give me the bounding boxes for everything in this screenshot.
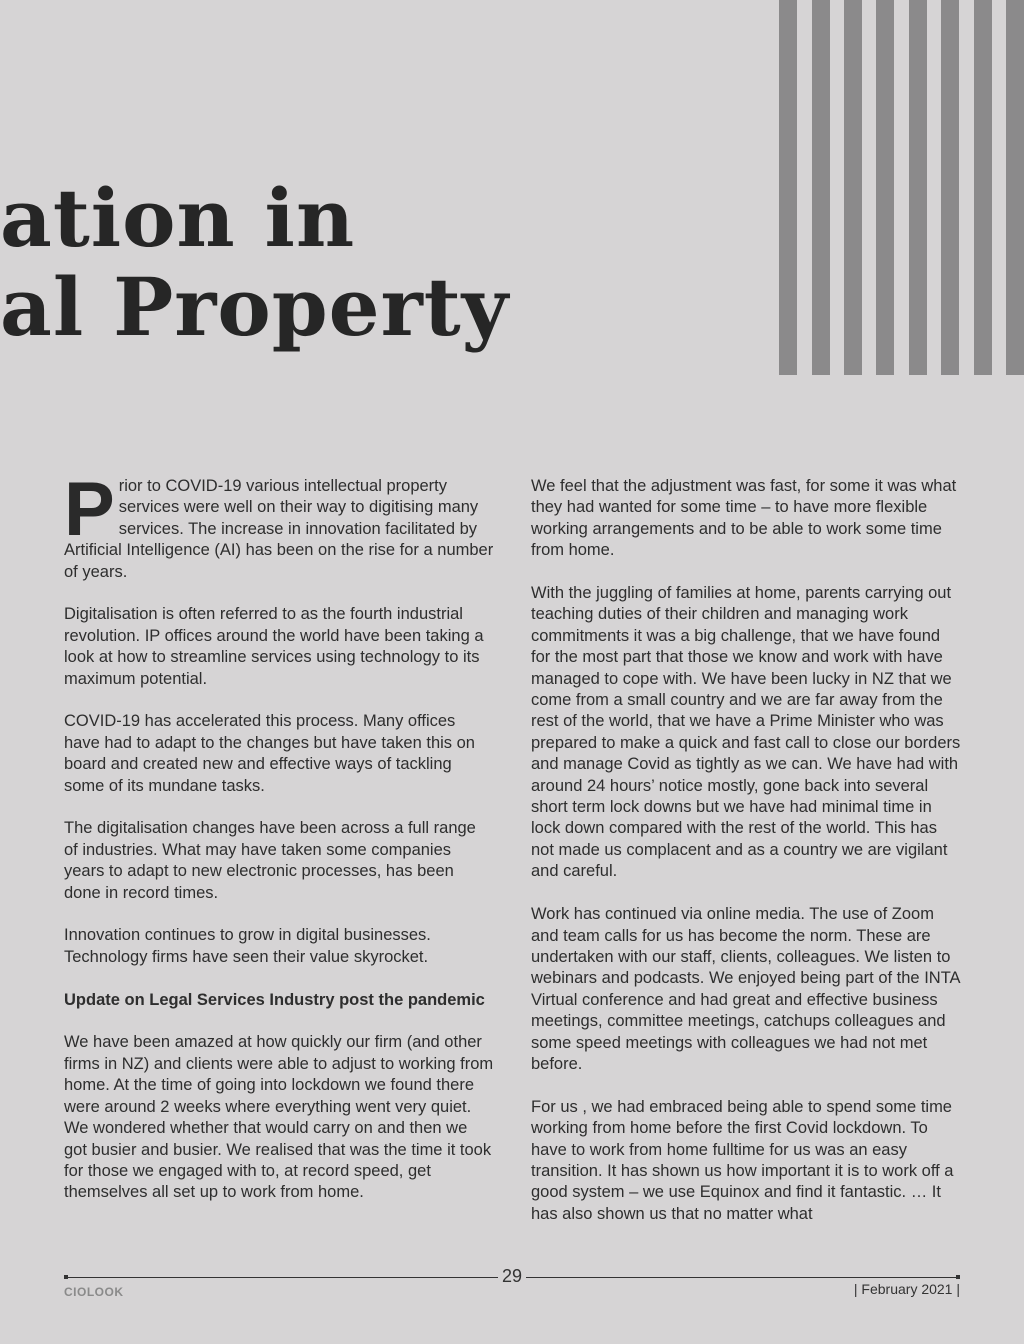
paragraph: For us , we had embraced being able to spend some time working from home before the first Covid lockdown. To have to work from home fulltime for us was an easy transition. It has shown us how important it is to work off a good system – we use Equinox and find it fantastic. … It has also shown us that no matter what (531, 1097, 954, 1223)
page-number: 29 (501, 1266, 523, 1286)
paragraph: Innovation continues to grow in digital businesses. Technology firms have seen their value skyrocket. (64, 926, 431, 966)
footer-rule-end (956, 1275, 960, 1279)
stripe (812, 0, 830, 375)
paragraph: COVID-19 has accelerated this process. Many offices have had to adapt to the changes but have taken this on board and created new and effective ways of tackling some of its mundane tasks. (64, 712, 475, 795)
paragraph-text: rior to COVID-19 various intellectual property services were well on their way to digitising many services. The increase in innovation facilitated by Artificial Intelligence (AI) has been on the rise for a number of years. (64, 477, 494, 581)
paragraph: With the juggling of families at home, parents carrying out teaching duties of their children and managing work commitments it was a big challenge, that we have found for the most part that those we know and work with have managed to cope with. We have been lucky in NZ that we come from a small country and we are far away from the rest of the world, that we have a Prime Minister who was prepared to make a quick and fast call to close our borders and manage Covid as tightly as we can. We have had with around 24 hours’ notice mostly, gone back into several short term lock downs but we have had minimal time in lock down compared with the rest of the world. This has not made us complacent and as a country we are vigilant and careful. (531, 584, 961, 881)
decorative-stripes (779, 0, 1024, 375)
stripe (779, 0, 797, 375)
stripe (876, 0, 894, 375)
left-column (64, 467, 494, 1225)
section-subheading: Update on Legal Services Industry post the pandemic (64, 990, 485, 1009)
stripe (1006, 0, 1024, 375)
article-title-line-2: al Property (0, 260, 510, 354)
paragraph: We feel that the adjustment was fast, for some it was what they had wanted for some time – to have more flexible working arrangements and to be able to work some time from home. (531, 477, 957, 560)
stripe (974, 0, 992, 375)
paragraph: We have been amazed at how quickly our firm (and other firms in NZ) and clients were able to adjust to working from home. At the time of going into lockdown we found there were around 2 weeks where everything went very quiet. We wondered whether that would carry on and then we got busier and busier. We realised that was the time it took for those we engaged with to, at record speed, get themselves all set up to work from home. (64, 1033, 494, 1202)
stripe (941, 0, 959, 375)
article-title-line-1: ation in (0, 171, 356, 265)
stripe (844, 0, 862, 375)
paragraph: Digitalisation is often referred to as the fourth industrial revolution. IP offices around the world have been taking a look at how to streamline services using technology to its maximum potential. (64, 605, 484, 688)
footer-rule-right (526, 1277, 960, 1278)
stripe (909, 0, 927, 375)
issue-date: | February 2021 | (853, 1281, 960, 1297)
drop-cap: P (64, 467, 115, 552)
brand-logo: CIOLOOK (64, 1285, 124, 1299)
right-column (531, 476, 963, 1247)
paragraph (64, 467, 494, 583)
paragraph: Work has continued via online media. The use of Zoom and team calls for us has become the norm. These are undertaken with our staff, clients, colleagues. We listen to webinars and podcasts. We enjoyed being part of the INTA Virtual conference and had great and effective business meetings, committee meetings, catchups colleagues and some speed meetings with colleagues we had not met before. (531, 905, 960, 1073)
footer-rule-left (64, 1277, 498, 1278)
paragraph: The digitalisation changes have been across a full range of industries. What may have taken some companies years to adapt to new electronic processes, has been done in record times. (64, 819, 476, 902)
